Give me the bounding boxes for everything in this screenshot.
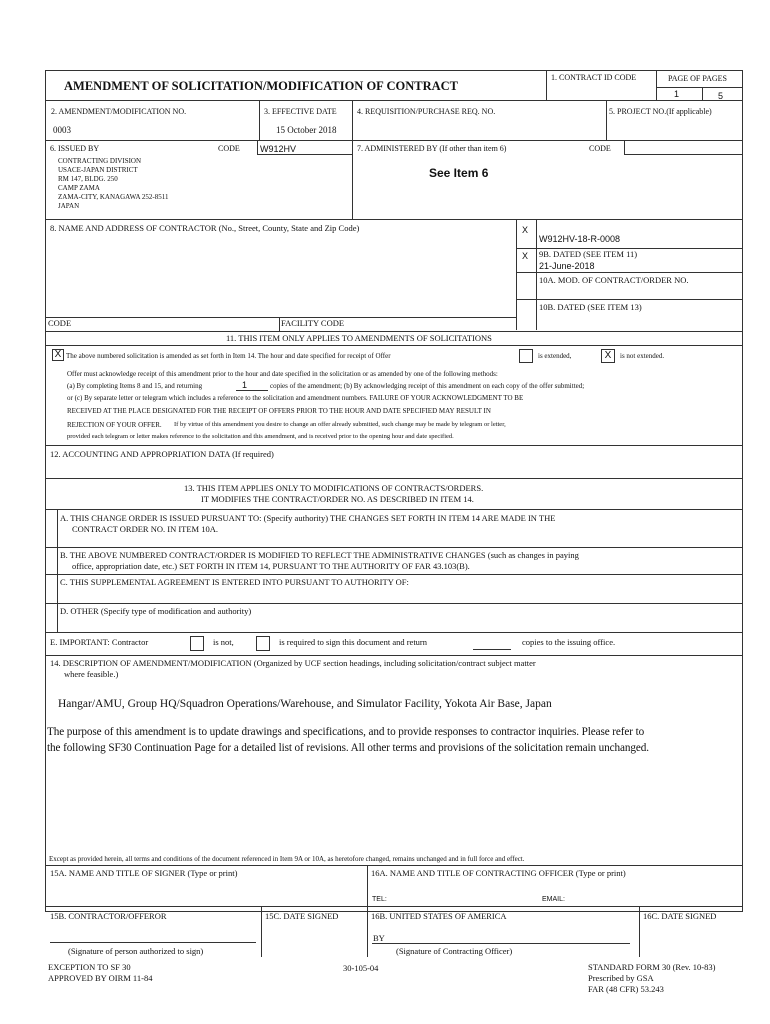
issued-code-label: CODE [218,144,240,153]
date-15c-label: 15C. DATE SIGNED [265,911,339,921]
footer-prescribed: Prescribed by GSA [588,973,654,984]
item-12 [46,446,742,479]
project-no-label: 5. PROJECT NO.(If applicable) [609,107,712,116]
is-required-label: is required to sign this document and return [279,637,428,647]
administered-by-label: 7. ADMINISTERED BY (If other than item 6) [357,144,507,153]
admin-code-label: CODE [589,144,611,153]
item-13-heading-2: IT MODIFIES THE CONTRACT/ORDER NO. AS DESCRIBED IN ITEM 14. [201,494,474,504]
item-11 [46,331,742,446]
item-11-p2a: (a) By completing Items 8 and 15, and returning [67,382,203,390]
item-11-line1: The above numbered solicitation is amended as set forth in Item 14. The hour and date specified for receipt of Offer [66,352,391,360]
is-required-checkbox[interactable] [256,636,270,651]
extended-label: is extended, [538,352,572,360]
row-2-5 [46,101,742,141]
administered-by-value[interactable]: See Item 6 [429,166,489,180]
footer-left [48,962,152,984]
footer-far: FAR (48 CFR) 53.243 [588,984,664,995]
issued-code[interactable]: W912HV [260,144,297,154]
footer-center: 30-105-04 [343,963,379,973]
issuer-address-2: USACE-JAPAN DISTRICT [58,166,138,174]
contractor-signature-line[interactable] [50,942,256,943]
amendment-no[interactable]: 0003 [53,125,71,135]
footer-standard-form: STANDARD FORM 30 (Rev. 10-83) [588,962,716,972]
item-13-heading [46,479,742,510]
extended-checkbox[interactable] [519,349,533,363]
issuer-address-1: CONTRACTING DIVISION [58,157,142,165]
item-11-p2b: copies of the amendment; (b) By acknowledging receipt of this amendment on each copy of the offer submitted; [270,382,585,390]
footer-right [588,962,715,995]
requisition-no-label: 4. REQUISITION/PURCHASE REQ. NO. [357,107,496,116]
amendment-no-label: 2. AMENDMENT/MODIFICATION NO. [51,107,187,116]
signatures-row [46,907,742,957]
signature-officer-label: (Signature of Contracting Officer) [396,946,513,956]
signer-names [46,866,742,907]
item-13b [46,548,742,575]
purpose-line-2: the following SF30 Continuation Page for a detailed list of revisions. All other terms and provisions of the solicitation remain unchanged. [47,742,649,754]
tel-label: TEL: [372,896,387,903]
date-16c-label: 16C. DATE SIGNED [643,911,717,921]
issuer-address-4: CAMP ZAMA [58,184,100,192]
officer-16a-label: 16A. NAME AND TITLE OF CONTRACTING OFFICER (Type or print) [371,868,626,878]
issued-by-label: 6. ISSUED BY [50,144,100,153]
important-label: E. IMPORTANT: Contractor [50,637,149,647]
contractor-15b-label: 15B. CONTRACTOR/OFFEROR [50,911,167,921]
issuer-address-6: JAPAN [58,202,80,210]
item-11-p5b: If by virtue of this amendment you desire to change an offer already submitted, such change may be made by telegram or letter, [174,421,506,428]
page-total: 5 [718,91,724,101]
usa-16b-label: 16B. UNITED STATES OF AMERICA [371,911,507,921]
email-label: EMAIL: [542,896,565,903]
signature-person-label: (Signature of person authorized to sign) [68,946,204,956]
dated-10b-label: 10B. DATED (SEE ITEM 13) [539,302,642,312]
item-11-heading: 11. THIS ITEM ONLY APPLIES TO AMENDMENTS OF SOLICITATIONS [226,333,492,343]
dated-9b-label: 9B. DATED (SEE ITEM 11) [539,249,638,259]
dated-9b[interactable]: 21-June-2018 [539,261,595,271]
item-14 [46,656,742,866]
issuer-address-5: ZAMA-CITY, KANAGAWA 252-8511 [58,193,169,201]
item-13b-line2: office, appropriation date, etc.) SET FORTH IN ITEM 14, PURSUANT TO THE AUTHORITY OF FAR 43.103(B). [72,561,470,571]
item-11-p6: provided each telegram or letter makes reference to the solicitation and this amendment, and is received prior to the opening hour and date specified. [67,433,454,440]
page-of-pages-label: PAGE OF PAGES [668,74,727,83]
row-6-7 [46,141,742,220]
item-14-label-1: 14. DESCRIPTION OF AMENDMENT/MODIFICATION (Organized by UCF section headings, including solicitation/contract subject matter [50,658,536,668]
item-13a [46,510,742,548]
item-12-label: 12. ACCOUNTING AND APPROPRIATION DATA (If required) [50,449,274,459]
sf30-form [45,70,743,956]
page-number: 1 [674,89,680,99]
item-11-p5a: REJECTION OF YOUR OFFER. [67,421,162,429]
is-not-checkbox[interactable] [190,636,204,651]
officer-signature-line[interactable] [372,943,630,944]
by-label: BY [373,933,385,943]
item-13d [46,604,742,633]
item-13b-line1: B. THE ABOVE NUMBERED CONTRACT/ORDER IS MODIFIED TO REFLECT THE ADMINISTRATIVE CHANGES (such as changes in paying [60,550,579,560]
mark-9b[interactable]: X [522,251,529,261]
not-extended-checkbox[interactable]: X [601,349,615,363]
title-row [46,71,742,101]
row-8-10 [46,220,742,331]
copies-return-field[interactable] [473,649,511,650]
item-11-checkbox[interactable]: X [52,349,64,361]
item-11-p4: RECEIVED AT THE PLACE DESIGNATED FOR THE RECEIPT OF OFFERS PRIOR TO THE HOUR AND DATE SPECIFIED MAY RESULT IN [67,407,491,415]
footer-approved: APPROVED BY OIRM 11-84 [48,973,153,984]
issuer-address-3: RM 147, BLDG. 250 [58,175,118,183]
mark-9a[interactable]: X [522,225,529,235]
facility-code-label: FACILITY CODE [281,318,345,328]
item-13a-line1: A. THIS CHANGE ORDER IS ISSUED PURSUANT TO: (Specify authority) THE CHANGES SET FORTH IN ITEM 14 ARE MADE IN THE [60,513,556,523]
except-note: Except as provided herein, all terms and conditions of the document referenced in Item 9A or 10A, as heretofore changed, remains unchanged and in full force and effect. [49,855,525,863]
item-13-heading-1: 13. THIS ITEM APPLIES ONLY TO MODIFICATIONS OF CONTRACTS/ORDERS. [184,483,484,493]
item-13d-label: D. OTHER (Specify type of modification and authority) [60,606,252,616]
solicitation-no[interactable]: W912HV-18-R-0008 [539,234,621,244]
item-13a-line2: CONTRACT ORDER NO. IN ITEM 10A. [72,524,218,534]
copies-count[interactable]: 1 [242,380,248,390]
item-11-p3: or (c) By separate letter or telegram which includes a reference to the solicitation and amendment numbers. FAILURE OF YOUR ACKNOWLEDGMENT TO BE [67,394,524,402]
item-13c [46,575,742,604]
signer-15a-label: 15A. NAME AND TITLE OF SIGNER (Type or print) [50,868,238,878]
item-e [46,633,742,656]
contractor-code-label: CODE [48,318,72,328]
mod-10a-label: 10A. MOD. OF CONTRACT/ORDER NO. [539,275,689,285]
project-title: Hangar/AMU, Group HQ/Squadron Operations/Warehouse, and Simulator Facility, Yokota Air Base, Japan [58,698,552,710]
not-extended-label: is not extended. [620,352,665,360]
is-not-label: is not, [213,637,234,647]
form-title: AMENDMENT OF SOLICITATION/MODIFICATION OF CONTRACT [64,79,459,93]
copies-tail-label: copies to the issuing office. [522,637,616,647]
item-11-p1: Offer must acknowledge receipt of this amendment prior to the hour and date specified in the solicitation or as amended by one of the following methods: [67,370,498,378]
purpose-line-1: The purpose of this amendment is to update drawings and specifications, and to provide responses to contractor inquiries. Please refer to [47,726,645,738]
contract-id-label: 1. CONTRACT ID CODE [551,73,637,82]
effective-date-label: 3. EFFECTIVE DATE [264,107,337,116]
item-13c-label: C. THIS SUPPLEMENTAL AGREEMENT IS ENTERED INTO PURSUANT TO AUTHORITY OF: [60,577,409,587]
effective-date[interactable]: 15 October 2018 [276,125,337,135]
item-14-label-2: where feasible.) [64,669,119,679]
footer-exception: EXCEPTION TO SF 30 [48,962,131,972]
contractor-label: 8. NAME AND ADDRESS OF CONTRACTOR (No., Street, County, State and Zip Code) [50,223,360,233]
